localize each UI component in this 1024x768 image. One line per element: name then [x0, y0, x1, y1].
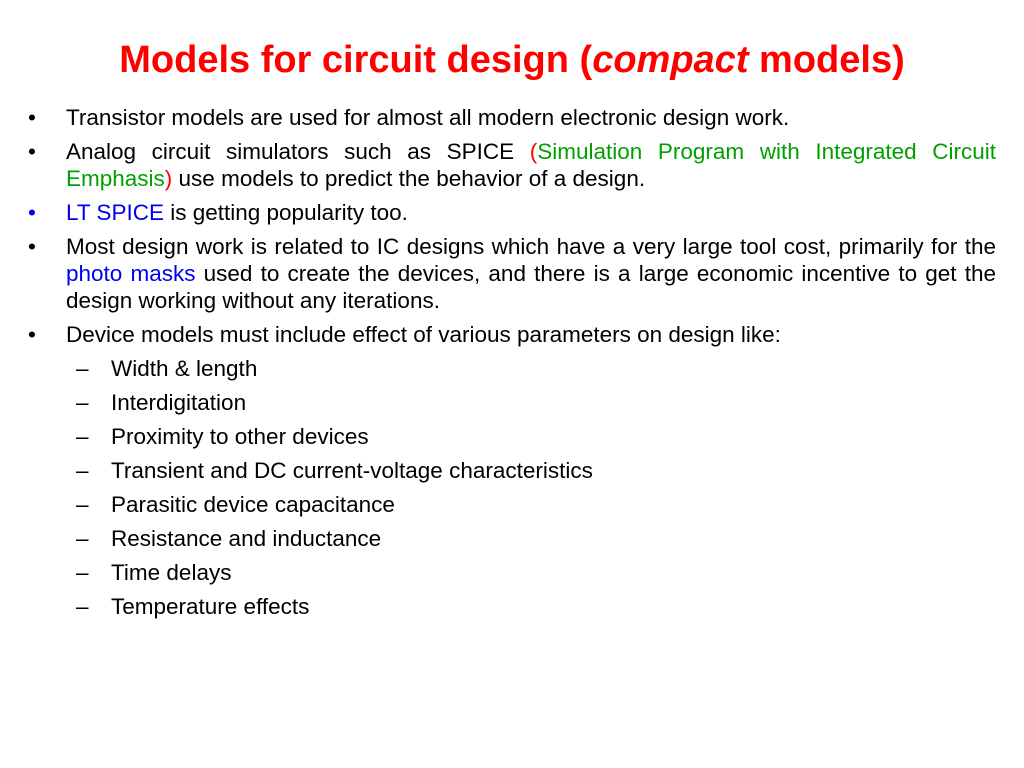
bullet-text: use models to predict the behavior of a design.	[172, 166, 646, 191]
bullet-item-1	[24, 104, 996, 131]
bullet-mark: •	[28, 234, 36, 259]
dash-mark: –	[76, 560, 89, 585]
dash-mark: –	[76, 390, 89, 415]
sub-item	[24, 525, 996, 552]
sub-item-text: Width & length	[111, 356, 258, 381]
spice-expansion: Simulation Program with Integrated Circuit Emphasis	[66, 139, 996, 191]
sub-item	[24, 457, 996, 484]
bullet-mark: •	[28, 322, 36, 347]
sub-item	[24, 423, 996, 450]
bullet-item-3	[24, 199, 996, 226]
sub-item	[24, 389, 996, 416]
sub-item-text: Proximity to other devices	[111, 424, 369, 449]
bullet-text: Analog circuit simulators such as SPICE	[66, 139, 530, 164]
sub-item-text: Temperature effects	[111, 594, 310, 619]
title-part-3: models)	[748, 39, 905, 81]
bullet-mark: •	[28, 105, 36, 130]
sub-item	[24, 559, 996, 586]
sub-item	[24, 593, 996, 620]
sub-item-text: Interdigitation	[111, 390, 247, 415]
bullet-item-5	[24, 321, 996, 348]
lt-spice-text: LT SPICE	[66, 200, 164, 225]
title-italic-word: compact	[592, 39, 749, 81]
bullet-text: Most design work is related to IC designs which have a very large tool cost, primarily for the	[66, 234, 996, 259]
paren-open: (	[529, 139, 538, 164]
sub-item	[24, 355, 996, 382]
bullet-text: used to create the devices, and there is a large economic incentive to get the design working without any iterations.	[66, 261, 996, 313]
bullet-mark: •	[28, 139, 36, 164]
bullet-list	[24, 104, 996, 627]
bullet-text: is getting popularity too.	[163, 200, 408, 225]
sub-item	[24, 491, 996, 518]
sub-item-text: Time delays	[111, 560, 232, 585]
title-part-1: Models for circuit design (	[119, 39, 593, 81]
paren-close: )	[164, 166, 173, 191]
bullet-item-2	[24, 138, 996, 192]
dash-mark: –	[76, 356, 89, 381]
sub-item-text: Parasitic device capacitance	[111, 492, 395, 517]
sub-list	[24, 355, 996, 620]
dash-mark: –	[76, 424, 89, 449]
bullet-mark: •	[28, 200, 36, 225]
bullet-item-4	[24, 233, 996, 314]
slide-title	[0, 38, 1024, 84]
sub-item-text: Transient and DC current-voltage characteristics	[111, 458, 593, 483]
dash-mark: –	[76, 526, 89, 551]
bullet-text: Device models must include effect of various parameters on design like:	[66, 322, 781, 347]
sub-item-text: Resistance and inductance	[111, 526, 382, 551]
dash-mark: –	[76, 594, 89, 619]
bullet-text: Transistor models are used for almost all modern electronic design work.	[66, 105, 790, 130]
dash-mark: –	[76, 492, 89, 517]
photo-masks-text: photo masks	[66, 261, 196, 286]
dash-mark: –	[76, 458, 89, 483]
